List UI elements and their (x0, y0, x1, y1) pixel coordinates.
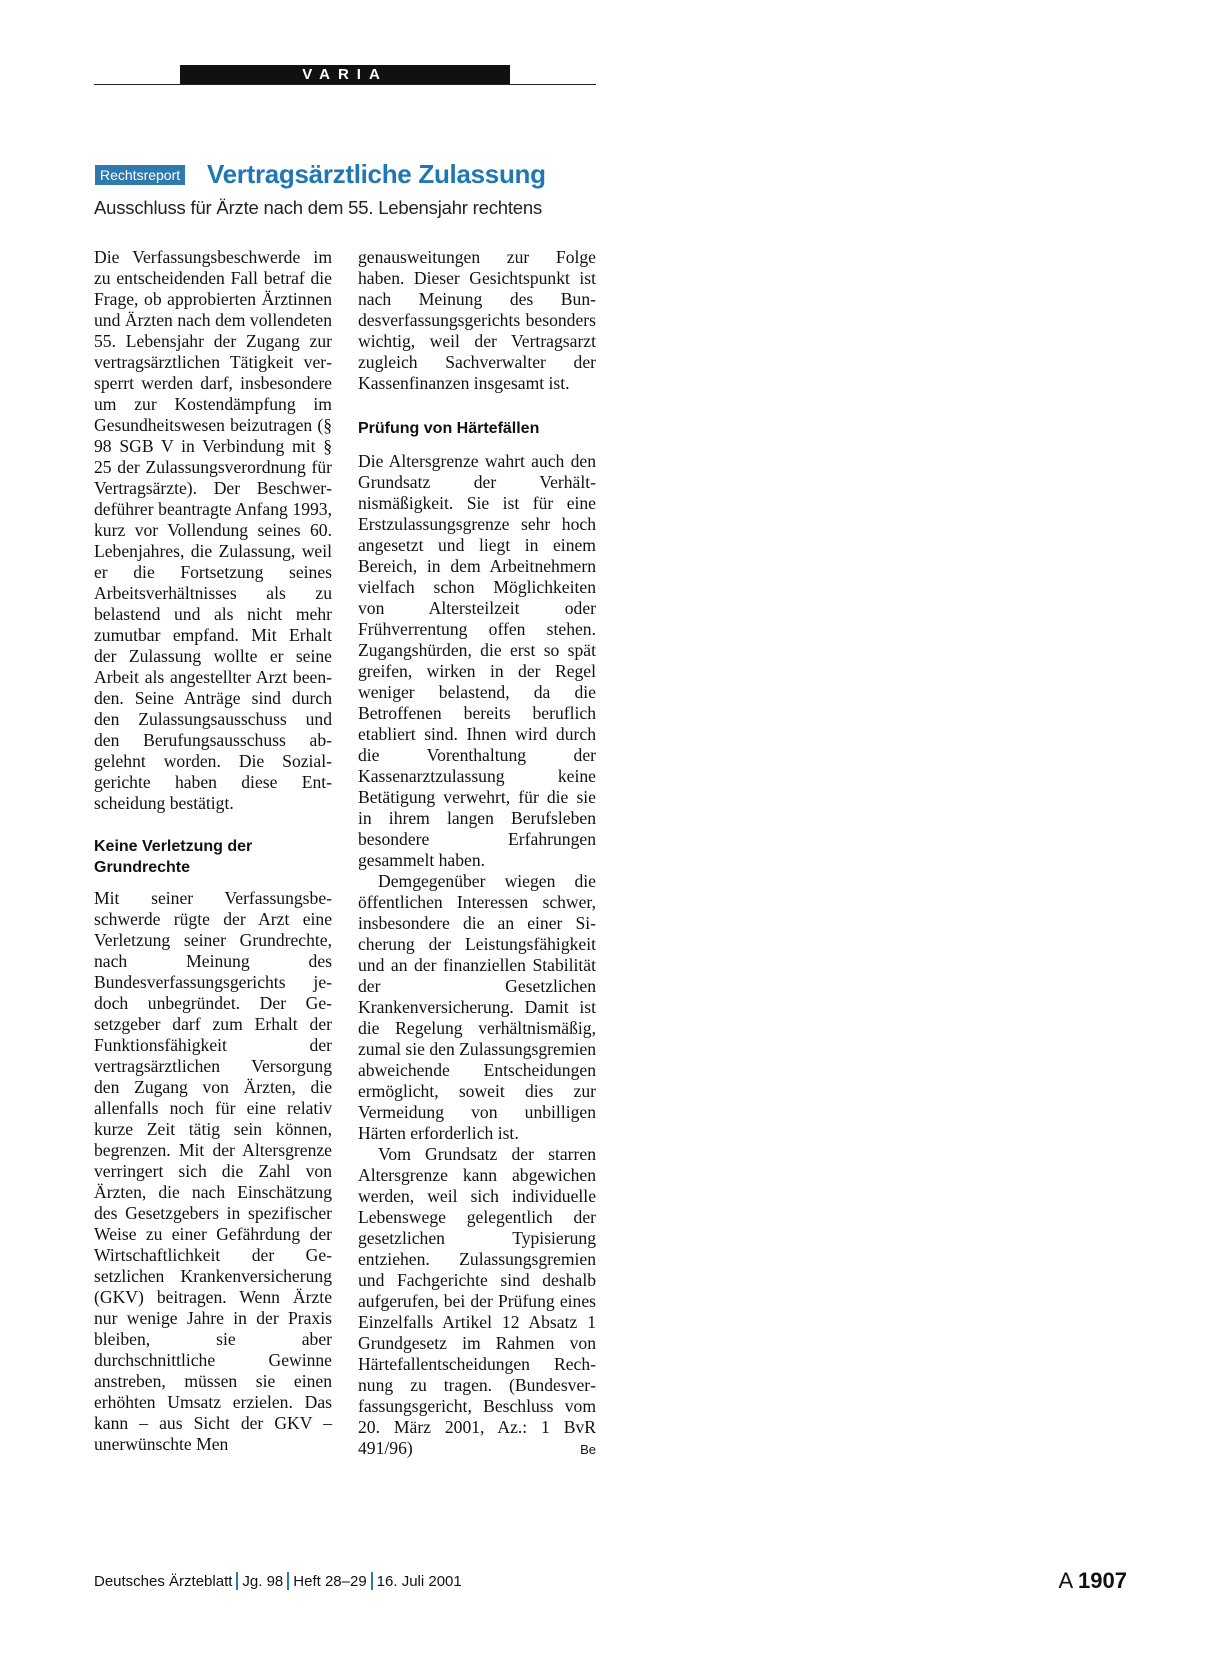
paragraph: Die Verfassungsbeschwerde im zu entscheidenden Fall betraf die Frage, ob approbierten Ärztinnen und Ärzten nach dem vollendeten 55. Lebensjahr der Zugang zur vertragsärztlichen Tätigkeit versperrt werden darf, insbesondere um zur Kostendämpfung im Gesundheitswesen beizutragen (§ 98 SGB V in Verbindung mit § 25 der Zulassungsverordnung für Vertragsärzte). Der Beschwerdeführer beantragte Anfang 1993, kurz vor Vollendung seines 60. Lebenjahres, die Zulassung, weil er die Fortsetzung seines Arbeitsverhältnisses als zu belastend und als nicht mehr zumutbar empfand. Mit Erhalt der Zulassung wollte er seine Arbeit als angestellter Arzt beenden. Seine Anträge sind durch den Zulassungsausschuss und den Berufungsausschuss abgelehnt worden. Die Sozialgerichte haben diese Entscheidung bestätigt. (94, 247, 332, 813)
footer-separator (236, 1572, 238, 1590)
page-number (1058, 1568, 1127, 1594)
article-column-left (94, 247, 332, 1455)
paragraph: Demgegenüber wiegen die öffentlichen Interessen schwer, insbesondere die an einer Sicherung der Leistungsfähigkeit und an der finanziellen Stabilität der Gesetzlichen Krankenversicherung. Damit ist die Regelung verhältnismäßig, zumal sie den Zulassungsgremien abweichende Entscheidungen ermöglicht, soweit dies zur Vermeidung von unbilligen Härten erforderlich ist. (358, 871, 596, 1143)
footer-separator (287, 1572, 289, 1590)
article-subtitle: Ausschluss für Ärzte nach dem 55. Lebensjahr rechtens (94, 197, 543, 218)
journal-volume: Jg. 98 (242, 1573, 284, 1590)
header-rule (94, 84, 596, 85)
paragraph: Vom Grundsatz der starren Altersgrenze kann abgewichen werden, weil sich individuelle Lebenswege gelegentlich der gesetzlichen Typisierung entziehen. Zulassungsgremien und Fachgerichte sind deshalb aufgerufen, bei der Prüfung eines Einzelfalls Artikel 12 Absatz 1 Grundgesetz im Rahmen von Härtefallentscheidungen Rechnung zu tragen. (Bundesverfassungsgericht, Beschluss vom 20. März 2001, Az.: 1 BvR 491/96) (358, 1144, 596, 1458)
section-heading: Prüfung von Härtefällen (358, 420, 540, 437)
footer-separator (371, 1572, 373, 1590)
author-initials: Be (580, 1442, 596, 1457)
paragraph: Mit seiner Verfassungsbeschwerde rügte der Arzt eine Verletzung seiner Grundrechte, nach Meinung des Bundesverfassungsgerichts jedoch unbegründet. Der Gesetzgeber darf zum Erhalt der Funktionsfähigkeit der vertragsärztlichen Versorgung den Zugang von Ärzten, die allenfalls noch für eine relativ kurze Zeit tätig sein können, begrenzen. Mit der Altersgrenze verringert sich die Zahl von Ärzten, die nach Einschätzung des Gesetzgebers in spezifischer Weise zu einer Gefährdung der Wirtschaftlichkeit der Gesetzlichen Krankenversicherung (GKV) beitragen. Wenn Ärzte nur wenige Jahre in der Praxis bleiben, sie aber durchschnittliche Gewinne anstreben, müssen sie einen erhöhten Umsatz erzielen. Das kann – aus Sicht der GKV – unerwünschte Men (94, 888, 332, 1454)
page-prefix: A (1058, 1568, 1072, 1593)
journal-issue: Heft 28–29 (293, 1573, 367, 1590)
article-column-right (358, 247, 596, 1459)
rubric-label: Rechtsreport (95, 165, 185, 185)
section-heading: Keine Verletzung der Grundrechte (94, 838, 253, 876)
footer (94, 1572, 462, 1592)
article-title: Vertragsärztliche Zulassung (207, 159, 546, 189)
section-header-varia: VARIA (180, 65, 510, 85)
paragraph: Die Altersgrenze wahrt auch den Grundsatz der Verhältnismäßigkeit. Sie ist für eine Erstzulassungsgrenze sehr hoch angesetzt und liegt in einem Bereich, in dem Arbeitnehmern vielfach schon Möglichkeiten von Altersteilzeit oder Frühverrentung offen stehen. Zugangshürden, die erst so spät greifen, wirken in der Regel weniger belastend, da die Betroffenen bereits beruflich etabliert sind. Ihnen wird durch die Vorenthaltung der Kassenarztzulassung keine Betätigung verwehrt, für die sie in ihrem langen Berufsleben besondere Erfahrungen gesammelt haben. (358, 451, 596, 870)
paragraph: genausweitungen zur Folge haben. Dieser Gesichtspunkt ist nach Meinung des Bundesverfassungsgerichts besonders wichtig, weil der Vertragsarzt zugleich Sachverwalter der Kassenfinanzen insgesamt ist. (358, 247, 596, 393)
page-number-value: 1907 (1078, 1568, 1127, 1593)
journal-name: Deutsches Ärzteblatt (94, 1573, 233, 1590)
journal-date: 16. Juli 2001 (376, 1573, 462, 1590)
